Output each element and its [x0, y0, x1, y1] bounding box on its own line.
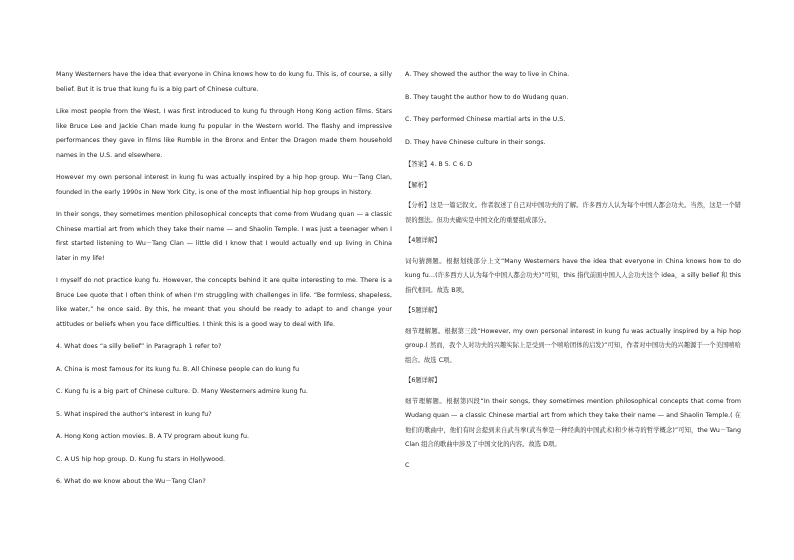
paragraph-3: However my own personal interest in kung fu was actually inspired by a hip hop group. Wu－Tang Clan, founded in the early 1990s in New York City, is one of the most influential hip hop groups in history.: [56, 174, 392, 196]
q4-explanation-text: 词句猜测题。根据划线部分上文“Many Westerners have the idea that everyone in China knows how to do kung fu…(许多西方人认为每个中国人都会功夫)”可知，this 指代前面中国人人会功夫这个 idea，a silly belief 和 this 指代相同。故选 B项。: [405, 257, 741, 294]
q6-explanation-heading: 【6题详解】: [405, 377, 441, 384]
question-5-options-cd: C. A US hip hop group. D. Kung fu stars in Hollywood.: [56, 455, 225, 463]
analysis-text: 【分析】这是一篇记叙文。作者叙述了自己对中国功夫的了解。许多西方人认为每个中国人都会功夫。当然，这是一个错误的想法。但功夫确实是中国文化的重要组成部分。: [405, 202, 741, 224]
question-4-options-ab: A. China is most famous for its kung fu. B. All Chinese people can do kung fu: [56, 365, 300, 373]
paragraph-5: I myself do not practice kung fu. However, the concepts behind it are quite interesting to me. There is a Bruce Lee quote that I often think of when I'm struggling with challenges in life. “Be formless, shapeless, like water,” he once said. By this, he meant that you should be ready to adapt to and change your attitudes or beliefs when you face difficulties. I think this is a good way to deal with life.: [56, 277, 392, 328]
answer-key: 【答案】4. B 5. C 6. D: [405, 161, 473, 168]
question-6-option-c: C. They performed Chinese martial arts in the U.S.: [405, 116, 566, 123]
question-6-option-a: A. They showed the author the way to live in China.: [405, 71, 570, 78]
trailing-answer: C: [405, 461, 410, 469]
q4-explanation-heading: 【4题详解】: [405, 237, 441, 244]
paragraph-1: Many Westerners have the idea that everyone in China knows how to do kung fu. This is, of course, a silly belief. But it is true that kung fu is a big part of Chinese culture.: [56, 71, 392, 93]
question-6-option-b: B. They taught the author how to do Wudang quan.: [405, 93, 569, 101]
q6-explanation-text: 细节理解题。根据第四段“In their songs, they sometimes mention philosophical concepts that come from Wudang quan — a classic Chinese martial art from which they take their name — and Shaolin Temple.( 在他们的歌曲中，他们有时会提到来自武当拳(武当拳是一种经典的中国武术)和少林寺的哲学概念)”可知，the Wu－Tang Clan 组合的歌曲中涉及了中国文化的内容。故选 D项。: [405, 397, 741, 448]
paragraph-2: Like most people from the West, I was first introduced to kung fu through Hong Kong action films. Stars like Bruce Lee and Jackie Chan made kung fu popular in the Western world. The flashy and impressive performances they gave in films like Rumble in the Bronx and Enter the Dragon made them household names in the U.S. and elsewhere.: [56, 108, 392, 159]
question-5: 5. What inspired the author's interest in kung fu?: [56, 410, 212, 418]
question-6: 6. What do we know about the Wu－Tang Clan?: [56, 478, 206, 485]
answer-column: [405, 68, 741, 479]
q5-explanation-text: 细节理解题。根据第三段“However, my own personal interest in kung fu was actually inspired by a hip hop group.( 然而，我个人对功夫的兴趣实际上是受到一个嘻哈团体的启发)”可知，作者对中国功夫的兴趣源于一个美国嘻哈组合。故选 C项。: [405, 327, 741, 364]
paragraph-4: In their songs, they sometimes mention philosophical concepts that come from Wudang quan — a classic Chinese martial art from which they take their name — and Shaolin Temple. I was just a teenager when I first started listening to Wu－Tang Clan — little did I know that I would actually end up living in China later in my life!: [56, 211, 392, 262]
q5-explanation-heading: 【5题详解】: [405, 307, 441, 314]
analysis-heading: 【解析】: [405, 181, 431, 189]
passage-column: [56, 68, 392, 498]
question-5-options-ab: A. Hong Kong action movies. B. A TV program about kung fu.: [56, 433, 250, 440]
question-6-option-d: D. They have Chinese culture in their songs.: [405, 138, 546, 146]
question-4: 4. What does “a silly belief” in Paragraph 1 refer to?: [56, 343, 222, 350]
question-4-options-cd: C. Kung fu is a big part of Chinese culture. D. Many Westerners admire kung fu.: [56, 388, 308, 395]
